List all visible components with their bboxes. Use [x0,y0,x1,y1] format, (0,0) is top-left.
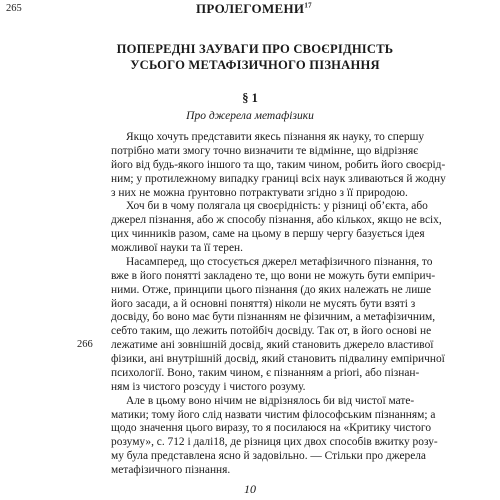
body-line: ням із чистого розсуду і чистого розуму. [111,380,306,393]
body-line: його засади, а й основні поняття) ніколи не мусять бути взяті з [111,297,416,310]
body-line: матики; тому його слід назвати чистим філософським пізнанням; а [111,408,436,421]
footnote-ref: 17 [304,1,312,10]
body-line: метафізичного пізнання. [111,464,231,477]
running-title [196,1,312,17]
section-title-line-2: УСЬОГО МЕТАФІЗИЧНОГО ПІЗНАННЯ [130,58,380,72]
body-line: Але в цьому воно нічим не відрізнялось би від чистої мате- [126,394,415,407]
body-line: фізики, ані внутрішній досвід, який становить підвалину емпіричної [111,353,445,366]
body-line: цих чинників разом, саме на цьому в першу чергу базується ідея [111,228,425,241]
paragraph-subheading: Про джерела метафізики [186,110,314,122]
body-line: себто таким, що лежить потойбіч досвіду. Так от, в його основі не [111,325,432,338]
body-line: його від будь-якого іншого та що, таким чином, робить його своєрід- [111,158,446,171]
body-line: розуму», с. 712 і далі18, де різниця цих двох способів вжитку розу- [111,436,438,449]
body-line: потрібно мати змогу точно визначити те відмінне, що відрізняє [111,144,419,157]
running-title-text: ПРОЛЕГОМЕНИ [196,1,305,16]
body-line: джерел пізнання, або ж способу пізнання, або кількох, якщо не всіх, [111,214,442,227]
body-line: досвіду, бо воно має бути пізнанням не фізичним, а метафізичним, [111,311,436,324]
paragraph-heading: § 1 [242,91,258,105]
body-line: му була представлена ясно й задовільно. — Стільки про джерела [111,450,426,463]
section-title [95,41,415,73]
body-line: Насамперед, що стосується джерел метафізичного пізнання, то [126,255,433,268]
body-line: ним; у протилежному випадку границі всіх наук зливаються й жодну [111,172,446,185]
body-line: лежатиме ані зовнішній досвід, який становить джерело властивої [111,339,434,352]
body-line: Якщо хочуть представити якесь пізнання як науку, то спершу [126,131,425,143]
body-line: можливої науки та її терен. [111,242,243,255]
section-title-line-1: ПОПЕРЕДНІ ЗАУВАГИ ПРО СВОЄРІДНІСТЬ [116,42,394,56]
margin-page-number: 266 [77,339,93,351]
body-line: щодо значення цього виразу, то я посилаюся на «Критику чистого [111,422,432,435]
body-line: вже в його понятті закладено те, що вони не можуть бути емпірич- [111,269,436,282]
body-line: психології. Воно, таким чином, є пізнанням a priori, або пізнан- [111,366,420,379]
body-line: Хоч би в чому полягала ця своєрідність: у різниці об’єкта, або [126,200,428,213]
page-number-bottom: 10 [244,482,256,496]
page-number-top-left: 265 [6,3,22,14]
body-line: з них не можна ґрунтовно потрактувати згідно з її природою. [111,186,408,199]
body-line: ними. Отже, принципи цього пізнання (до яких належать не лише [111,283,432,296]
